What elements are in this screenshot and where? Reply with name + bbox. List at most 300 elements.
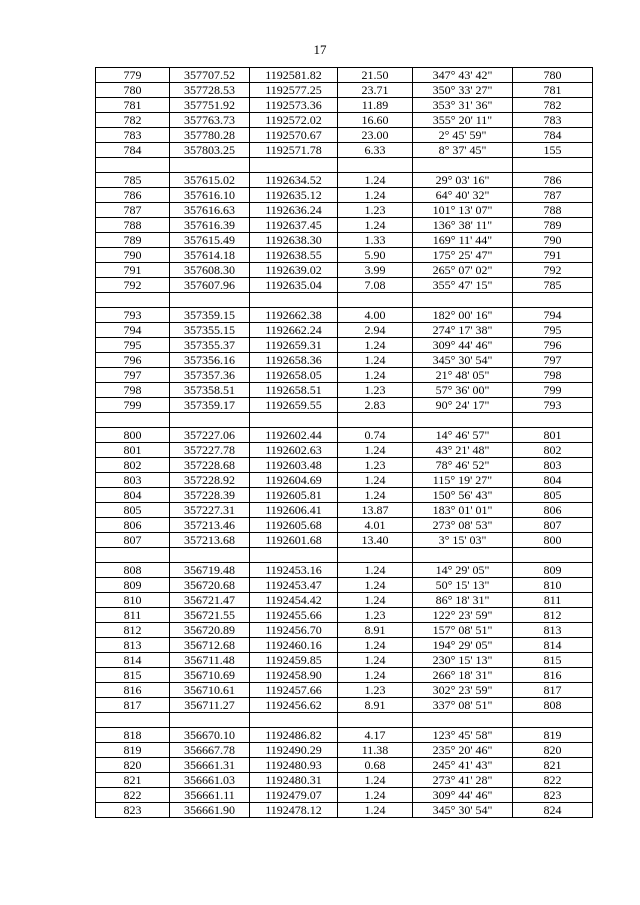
next-point-cell: 804 (513, 473, 593, 488)
next-point-cell: 781 (513, 83, 593, 98)
x-coordinate-cell (170, 158, 250, 173)
distance-cell: 7.08 (338, 278, 413, 293)
point-id-cell: 797 (96, 368, 170, 383)
point-id-cell (96, 548, 170, 563)
y-coordinate-cell: 1192635.12 (250, 188, 338, 203)
point-id-cell: 790 (96, 248, 170, 263)
y-coordinate-cell: 1192605.68 (250, 518, 338, 533)
next-point-cell: 812 (513, 608, 593, 623)
point-id-cell: 795 (96, 338, 170, 353)
table-row (96, 788, 593, 803)
point-id-cell: 816 (96, 683, 170, 698)
x-coordinate-cell: 357615.02 (170, 173, 250, 188)
table-row (96, 263, 593, 278)
distance-cell: 1.24 (338, 803, 413, 818)
point-id-cell: 796 (96, 353, 170, 368)
table-row (96, 383, 593, 398)
x-coordinate-cell: 357359.15 (170, 308, 250, 323)
next-point-cell (513, 548, 593, 563)
y-coordinate-cell: 1192658.51 (250, 383, 338, 398)
point-id-cell: 793 (96, 308, 170, 323)
bearing-cell: 194° 29' 05" (413, 638, 513, 653)
x-coordinate-cell: 357359.17 (170, 398, 250, 413)
next-point-cell: 782 (513, 98, 593, 113)
bearing-cell: 64° 40' 32" (413, 188, 513, 203)
x-coordinate-cell: 357213.68 (170, 533, 250, 548)
distance-cell: 1.24 (338, 668, 413, 683)
table-row (96, 803, 593, 818)
table-row (96, 428, 593, 443)
point-id-cell: 782 (96, 113, 170, 128)
table-row (96, 173, 593, 188)
bearing-cell: 273° 41' 28" (413, 773, 513, 788)
point-id-cell: 814 (96, 653, 170, 668)
bearing-cell (413, 713, 513, 728)
y-coordinate-cell: 1192606.41 (250, 503, 338, 518)
y-coordinate-cell: 1192570.67 (250, 128, 338, 143)
bearing-cell: 345° 30' 54" (413, 353, 513, 368)
table-row (96, 698, 593, 713)
y-coordinate-cell (250, 293, 338, 308)
distance-cell: 3.99 (338, 263, 413, 278)
next-point-cell: 820 (513, 743, 593, 758)
point-id-cell (96, 293, 170, 308)
x-coordinate-cell: 356712.68 (170, 638, 250, 653)
next-point-cell: 794 (513, 308, 593, 323)
point-id-cell: 808 (96, 563, 170, 578)
bearing-cell: 50° 15' 13" (413, 578, 513, 593)
point-id-cell: 794 (96, 323, 170, 338)
distance-cell: 13.87 (338, 503, 413, 518)
y-coordinate-cell: 1192480.93 (250, 758, 338, 773)
bearing-cell: 266° 18' 31" (413, 668, 513, 683)
distance-cell: 23.71 (338, 83, 413, 98)
x-coordinate-cell: 357763.73 (170, 113, 250, 128)
x-coordinate-cell: 357356.16 (170, 353, 250, 368)
x-coordinate-cell: 357228.92 (170, 473, 250, 488)
separator-row (96, 293, 593, 308)
table-row (96, 683, 593, 698)
next-point-cell: 789 (513, 218, 593, 233)
distance-cell: 5.90 (338, 248, 413, 263)
bearing-cell: 8° 37' 45" (413, 143, 513, 158)
y-coordinate-cell: 1192602.63 (250, 443, 338, 458)
next-point-cell: 788 (513, 203, 593, 218)
y-coordinate-cell: 1192457.66 (250, 683, 338, 698)
table-row (96, 338, 593, 353)
bearing-cell: 182° 00' 16" (413, 308, 513, 323)
next-point-cell: 810 (513, 578, 593, 593)
distance-cell: 21.50 (338, 68, 413, 83)
x-coordinate-cell: 357355.15 (170, 323, 250, 338)
distance-cell (338, 413, 413, 428)
x-coordinate-cell: 356661.90 (170, 803, 250, 818)
bearing-cell: 90° 24' 17" (413, 398, 513, 413)
table-row (96, 368, 593, 383)
next-point-cell: 791 (513, 248, 593, 263)
table-row (96, 638, 593, 653)
distance-cell: 1.24 (338, 788, 413, 803)
distance-cell: 6.33 (338, 143, 413, 158)
y-coordinate-cell: 1192571.78 (250, 143, 338, 158)
y-coordinate-cell: 1192581.82 (250, 68, 338, 83)
point-id-cell: 781 (96, 98, 170, 113)
x-coordinate-cell: 356720.68 (170, 578, 250, 593)
distance-cell: 2.83 (338, 398, 413, 413)
x-coordinate-cell: 357355.37 (170, 338, 250, 353)
table-row (96, 203, 593, 218)
y-coordinate-cell: 1192454.42 (250, 593, 338, 608)
table-row (96, 668, 593, 683)
distance-cell: 4.01 (338, 518, 413, 533)
y-coordinate-cell: 1192638.30 (250, 233, 338, 248)
x-coordinate-cell: 357227.06 (170, 428, 250, 443)
x-coordinate-cell: 356667.78 (170, 743, 250, 758)
table-row (96, 398, 593, 413)
bearing-cell: 353° 31' 36" (413, 98, 513, 113)
next-point-cell: 815 (513, 653, 593, 668)
next-point-cell: 814 (513, 638, 593, 653)
distance-cell: 1.23 (338, 458, 413, 473)
bearing-cell: 43° 21' 48" (413, 443, 513, 458)
y-coordinate-cell: 1192486.82 (250, 728, 338, 743)
y-coordinate-cell: 1192658.36 (250, 353, 338, 368)
bearing-cell: 245° 41' 43" (413, 758, 513, 773)
distance-cell: 1.23 (338, 608, 413, 623)
distance-cell: 1.24 (338, 593, 413, 608)
table-row (96, 503, 593, 518)
next-point-cell: 803 (513, 458, 593, 473)
distance-cell: 1.24 (338, 173, 413, 188)
next-point-cell: 807 (513, 518, 593, 533)
point-id-cell: 785 (96, 173, 170, 188)
point-id-cell: 807 (96, 533, 170, 548)
table-row (96, 518, 593, 533)
y-coordinate-cell: 1192480.31 (250, 773, 338, 788)
bearing-cell (413, 413, 513, 428)
bearing-cell: 21° 48' 05" (413, 368, 513, 383)
table-row (96, 188, 593, 203)
y-coordinate-cell: 1192572.02 (250, 113, 338, 128)
bearing-cell: 345° 30' 54" (413, 803, 513, 818)
x-coordinate-cell: 357780.28 (170, 128, 250, 143)
table-row (96, 128, 593, 143)
table-row (96, 743, 593, 758)
point-id-cell: 801 (96, 443, 170, 458)
y-coordinate-cell: 1192658.05 (250, 368, 338, 383)
x-coordinate-cell: 356721.55 (170, 608, 250, 623)
point-id-cell: 821 (96, 773, 170, 788)
point-id-cell: 818 (96, 728, 170, 743)
x-coordinate-cell: 357614.18 (170, 248, 250, 263)
point-id-cell: 810 (96, 593, 170, 608)
x-coordinate-cell: 357615.49 (170, 233, 250, 248)
y-coordinate-cell (250, 548, 338, 563)
x-coordinate-cell: 357213.46 (170, 518, 250, 533)
y-coordinate-cell: 1192637.45 (250, 218, 338, 233)
distance-cell: 1.24 (338, 188, 413, 203)
x-coordinate-cell: 356710.69 (170, 668, 250, 683)
next-point-cell: 805 (513, 488, 593, 503)
x-coordinate-cell (170, 548, 250, 563)
distance-cell: 8.91 (338, 623, 413, 638)
y-coordinate-cell: 1192490.29 (250, 743, 338, 758)
point-id-cell: 805 (96, 503, 170, 518)
distance-cell: 13.40 (338, 533, 413, 548)
x-coordinate-cell: 356661.31 (170, 758, 250, 773)
x-coordinate-cell: 357228.68 (170, 458, 250, 473)
next-point-cell (513, 158, 593, 173)
distance-cell: 1.23 (338, 383, 413, 398)
next-point-cell: 811 (513, 593, 593, 608)
next-point-cell: 790 (513, 233, 593, 248)
table-row (96, 773, 593, 788)
distance-cell (338, 293, 413, 308)
page-number: 17 (313, 42, 327, 57)
table-row (96, 308, 593, 323)
bearing-cell: 57° 36' 00" (413, 383, 513, 398)
table-row (96, 218, 593, 233)
table-row (96, 473, 593, 488)
y-coordinate-cell: 1192453.16 (250, 563, 338, 578)
next-point-cell: 813 (513, 623, 593, 638)
next-point-cell: 821 (513, 758, 593, 773)
y-coordinate-cell: 1192573.36 (250, 98, 338, 113)
bearing-cell: 14° 29' 05" (413, 563, 513, 578)
bearing-cell: 169° 11' 44" (413, 233, 513, 248)
distance-cell: 8.91 (338, 698, 413, 713)
bearing-cell: 230° 15' 13" (413, 653, 513, 668)
point-id-cell: 780 (96, 83, 170, 98)
y-coordinate-cell: 1192460.16 (250, 638, 338, 653)
next-point-cell: 816 (513, 668, 593, 683)
table-row (96, 458, 593, 473)
next-point-cell (513, 293, 593, 308)
table-row (96, 233, 593, 248)
point-id-cell: 804 (96, 488, 170, 503)
y-coordinate-cell (250, 713, 338, 728)
bearing-cell: 337° 08' 51" (413, 698, 513, 713)
point-id-cell (96, 413, 170, 428)
next-point-cell: 801 (513, 428, 593, 443)
bearing-cell: 86° 18' 31" (413, 593, 513, 608)
point-id-cell: 798 (96, 383, 170, 398)
table-row (96, 533, 593, 548)
x-coordinate-cell: 356661.11 (170, 788, 250, 803)
y-coordinate-cell: 1192602.44 (250, 428, 338, 443)
bearing-cell: 115° 19' 27" (413, 473, 513, 488)
distance-cell: 1.23 (338, 683, 413, 698)
table-row (96, 83, 593, 98)
distance-cell: 1.24 (338, 563, 413, 578)
table-row (96, 758, 593, 773)
bearing-cell: 302° 23' 59" (413, 683, 513, 698)
x-coordinate-cell: 357608.30 (170, 263, 250, 278)
y-coordinate-cell: 1192634.52 (250, 173, 338, 188)
x-coordinate-cell (170, 413, 250, 428)
table-row (96, 593, 593, 608)
bearing-cell: 355° 20' 11" (413, 113, 513, 128)
y-coordinate-cell: 1192456.70 (250, 623, 338, 638)
next-point-cell: 783 (513, 113, 593, 128)
bearing-cell: 309° 44' 46" (413, 338, 513, 353)
bearing-cell: 136° 38' 11" (413, 218, 513, 233)
point-id-cell: 787 (96, 203, 170, 218)
table-row (96, 98, 593, 113)
bearing-cell: 235° 20' 46" (413, 743, 513, 758)
distance-cell: 4.17 (338, 728, 413, 743)
point-id-cell: 823 (96, 803, 170, 818)
next-point-cell: 808 (513, 698, 593, 713)
point-id-cell: 806 (96, 518, 170, 533)
y-coordinate-cell: 1192605.81 (250, 488, 338, 503)
table-row (96, 278, 593, 293)
y-coordinate-cell: 1192453.47 (250, 578, 338, 593)
point-id-cell: 812 (96, 623, 170, 638)
next-point-cell: 787 (513, 188, 593, 203)
point-id-cell: 783 (96, 128, 170, 143)
next-point-cell: 797 (513, 353, 593, 368)
bearing-cell: 183° 01' 01" (413, 503, 513, 518)
bearing-cell: 29° 03' 16" (413, 173, 513, 188)
table-row (96, 143, 593, 158)
distance-cell: 4.00 (338, 308, 413, 323)
point-id-cell: 819 (96, 743, 170, 758)
bearing-cell: 123° 45' 58" (413, 728, 513, 743)
point-id-cell: 791 (96, 263, 170, 278)
y-coordinate-cell: 1192456.62 (250, 698, 338, 713)
point-id-cell: 786 (96, 188, 170, 203)
point-id-cell: 803 (96, 473, 170, 488)
table-row (96, 728, 593, 743)
next-point-cell: 784 (513, 128, 593, 143)
y-coordinate-cell: 1192662.38 (250, 308, 338, 323)
point-id-cell: 789 (96, 233, 170, 248)
x-coordinate-cell: 356719.48 (170, 563, 250, 578)
point-id-cell: 788 (96, 218, 170, 233)
point-id-cell: 802 (96, 458, 170, 473)
x-coordinate-cell: 356661.03 (170, 773, 250, 788)
y-coordinate-cell: 1192478.12 (250, 803, 338, 818)
bearing-cell: 265° 07' 02" (413, 263, 513, 278)
y-coordinate-cell: 1192479.07 (250, 788, 338, 803)
y-coordinate-cell: 1192603.48 (250, 458, 338, 473)
x-coordinate-cell (170, 293, 250, 308)
point-id-cell: 792 (96, 278, 170, 293)
x-coordinate-cell: 356670.10 (170, 728, 250, 743)
y-coordinate-cell: 1192601.68 (250, 533, 338, 548)
x-coordinate-cell: 357616.10 (170, 188, 250, 203)
next-point-cell: 793 (513, 398, 593, 413)
distance-cell (338, 548, 413, 563)
table-row (96, 68, 593, 83)
y-coordinate-cell: 1192459.85 (250, 653, 338, 668)
point-id-cell: 784 (96, 143, 170, 158)
table-row (96, 623, 593, 638)
table-row (96, 563, 593, 578)
next-point-cell: 806 (513, 503, 593, 518)
x-coordinate-cell: 357357.36 (170, 368, 250, 383)
x-coordinate-cell: 357358.51 (170, 383, 250, 398)
bearing-cell (413, 293, 513, 308)
next-point-cell: 796 (513, 338, 593, 353)
y-coordinate-cell (250, 413, 338, 428)
next-point-cell: 799 (513, 383, 593, 398)
y-coordinate-cell: 1192458.90 (250, 668, 338, 683)
next-point-cell: 792 (513, 263, 593, 278)
next-point-cell: 809 (513, 563, 593, 578)
point-id-cell: 809 (96, 578, 170, 593)
bearing-cell: 122° 23' 59" (413, 608, 513, 623)
next-point-cell: 798 (513, 368, 593, 383)
point-id-cell: 779 (96, 68, 170, 83)
next-point-cell: 819 (513, 728, 593, 743)
distance-cell (338, 713, 413, 728)
next-point-cell (513, 713, 593, 728)
y-coordinate-cell: 1192636.24 (250, 203, 338, 218)
separator-row (96, 158, 593, 173)
distance-cell: 1.24 (338, 653, 413, 668)
point-id-cell: 799 (96, 398, 170, 413)
x-coordinate-cell: 357751.92 (170, 98, 250, 113)
y-coordinate-cell: 1192604.69 (250, 473, 338, 488)
y-coordinate-cell (250, 158, 338, 173)
distance-cell: 1.23 (338, 203, 413, 218)
next-point-cell: 800 (513, 533, 593, 548)
next-point-cell: 795 (513, 323, 593, 338)
next-point-cell: 822 (513, 773, 593, 788)
distance-cell: 1.24 (338, 473, 413, 488)
x-coordinate-cell: 356710.61 (170, 683, 250, 698)
separator-row (96, 713, 593, 728)
distance-cell: 1.24 (338, 773, 413, 788)
bearing-cell: 274° 17' 38" (413, 323, 513, 338)
bearing-cell: 355° 47' 15" (413, 278, 513, 293)
bearing-cell: 309° 44' 46" (413, 788, 513, 803)
point-id-cell (96, 158, 170, 173)
next-point-cell: 802 (513, 443, 593, 458)
point-id-cell: 815 (96, 668, 170, 683)
bearing-cell: 350° 33' 27" (413, 83, 513, 98)
y-coordinate-cell: 1192638.55 (250, 248, 338, 263)
distance-cell (338, 158, 413, 173)
bearing-cell: 273° 08' 53" (413, 518, 513, 533)
bearing-cell: 150° 56' 43" (413, 488, 513, 503)
x-coordinate-cell: 357607.96 (170, 278, 250, 293)
point-id-cell: 811 (96, 608, 170, 623)
x-coordinate-cell: 357728.53 (170, 83, 250, 98)
next-point-cell: 824 (513, 803, 593, 818)
distance-cell: 1.24 (338, 443, 413, 458)
y-coordinate-cell: 1192455.66 (250, 608, 338, 623)
y-coordinate-cell: 1192577.25 (250, 83, 338, 98)
bearing-cell: 2° 45' 59" (413, 128, 513, 143)
table-row (96, 653, 593, 668)
x-coordinate-cell (170, 713, 250, 728)
y-coordinate-cell: 1192659.31 (250, 338, 338, 353)
distance-cell: 1.24 (338, 488, 413, 503)
bearing-cell: 347° 43' 42" (413, 68, 513, 83)
distance-cell: 1.24 (338, 578, 413, 593)
next-point-cell: 786 (513, 173, 593, 188)
next-point-cell: 780 (513, 68, 593, 83)
y-coordinate-cell: 1192639.02 (250, 263, 338, 278)
bearing-cell: 78° 46' 52" (413, 458, 513, 473)
point-id-cell: 800 (96, 428, 170, 443)
x-coordinate-cell: 357227.31 (170, 503, 250, 518)
distance-cell: 16.60 (338, 113, 413, 128)
table-row (96, 353, 593, 368)
